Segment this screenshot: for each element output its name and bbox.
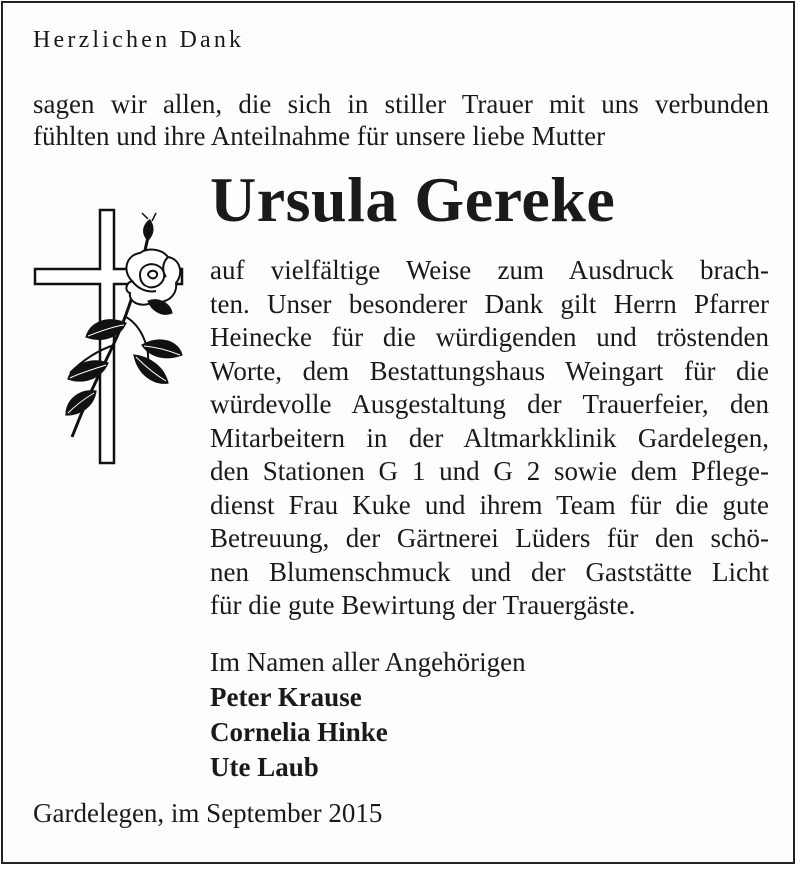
body-line: nen Blumenschmuck und der Gaststätte Licht	[210, 556, 769, 587]
notice-header: Herzlichen Dank	[33, 27, 245, 53]
body-line: den Stationen G 1 und G 2 sowie dem Pflege-	[210, 456, 769, 486]
cross-with-rose-icon	[30, 205, 195, 470]
body-line: auf vielfältige Weise zum Ausdruck brach-	[210, 255, 769, 285]
signatory-name: Ute Laub	[210, 752, 319, 782]
body-line: dienst Frau Kuke und ihrem Team für die gute	[210, 489, 769, 520]
body-line: Betreuung, der Gärtnerei Lüders für den schö-	[210, 523, 769, 553]
signatory-name: Cornelia Hinke	[210, 717, 388, 747]
body-line: für die gute Bewirtung der Trauergäste.	[210, 590, 636, 620]
place-date: Gardelegen, im September 2015	[33, 798, 383, 828]
signature-intro: Im Namen aller Angehörigen	[210, 647, 526, 677]
body-text	[210, 254, 769, 623]
intro-text	[33, 88, 769, 152]
body-line: würdevolle Ausgestaltung der Trauerfeier, den	[210, 389, 769, 419]
intro-line: sagen wir allen, die sich in stiller Trauer mit uns verbunden	[33, 89, 769, 119]
body-line: Mitarbeitern in der Altmarkklinik Gardelegen,	[210, 422, 769, 453]
signatory-name: Peter Krause	[210, 682, 362, 712]
body-line: Worte, dem Bestattungshaus Weingart für die	[210, 355, 769, 386]
signature-block	[210, 645, 526, 785]
intro-line: fühlten und ihre Anteilnahme für unsere liebe Mutter	[33, 121, 606, 151]
deceased-name: Ursula Gereke	[210, 164, 616, 235]
body-line: Heinecke für die würdigenden und tröstenden	[210, 322, 769, 352]
body-line: ten. Unser besonderer Dank gilt Herrn Pfarrer	[210, 288, 769, 319]
